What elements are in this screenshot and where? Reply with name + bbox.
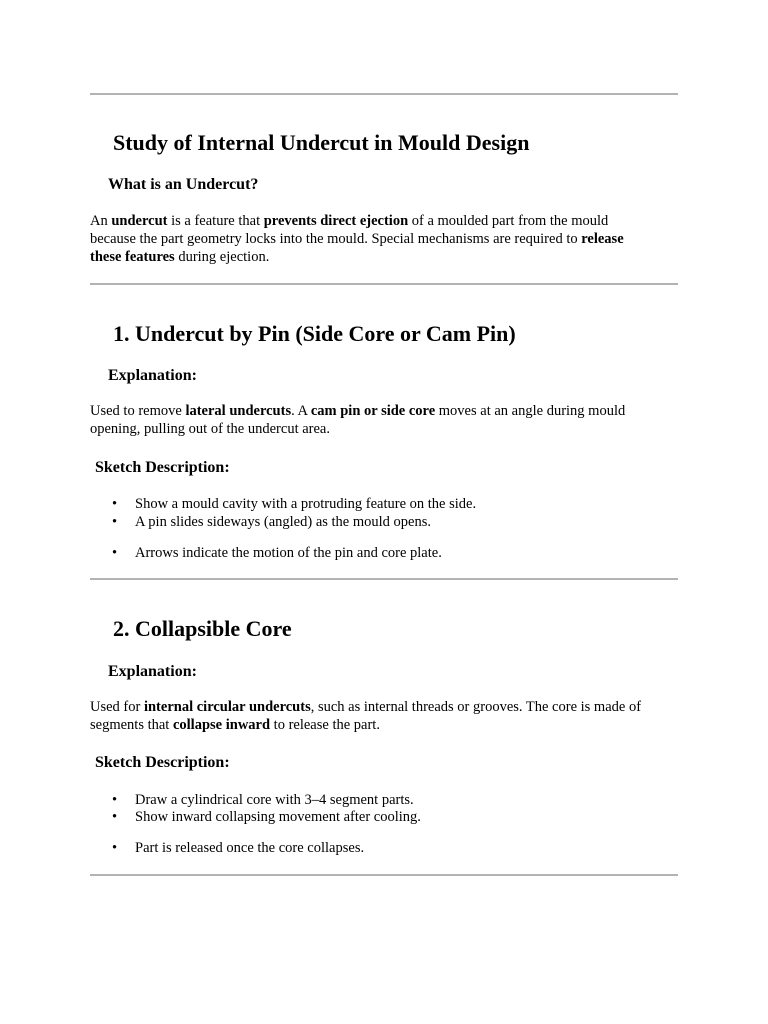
list-item-text: Part is released once the core collapses. [135,840,365,856]
section-1-title: 1. Undercut by Pin (Side Core or Cam Pin) [113,321,516,346]
bold-term: lateral undercuts [185,403,292,419]
list-item-text: Show a mould cavity with a protruding feature on the side. [135,496,477,512]
section-2-explanation-heading: Explanation: [108,663,197,680]
horizontal-rule [90,93,678,95]
list-item-text: Arrows indicate the motion of the pin and core plate. [135,545,442,561]
bullet-icon: • [112,809,118,825]
list-item-text: Draw a cylindrical core with 3–4 segment parts. [135,792,414,808]
section-2-sketch-heading: Sketch Description: [95,754,230,771]
section-2-title: 2. Collapsible Core [113,616,292,641]
bold-term: undercut [111,213,168,229]
text-run: segments that [90,717,173,733]
list-item-text: Show inward collapsing movement after cooling. [135,809,421,825]
bold-term: these features [90,249,175,265]
text-run: of a moulded part from the mould [408,213,609,229]
intro-paragraph [90,212,678,266]
intro-line-2 [90,230,678,248]
section-1-explanation [90,402,678,438]
intro-line-1 [90,212,678,230]
text-run: moves at an angle during mould [435,403,626,419]
text-run: , such as internal threads or grooves. The core is made of [310,699,642,715]
list-item-text: A pin slides sideways (angled) as the mould opens. [135,514,431,530]
horizontal-rule [90,578,678,580]
bold-term: cam pin or side core [310,403,436,419]
horizontal-rule [90,283,678,285]
explanation-line-2: opening, pulling out of the undercut area. [90,421,330,437]
bullet-icon: • [112,545,118,561]
explanation-line-1 [90,698,678,716]
bullet-icon: • [112,514,118,530]
bold-term: internal circular undercuts [143,699,311,715]
intro-heading: What is an Undercut? [108,176,259,193]
document-title: Study of Internal Undercut in Mould Design [113,130,530,155]
bullet-icon: • [112,496,118,512]
text-run: Used for [90,699,144,715]
document-page [90,0,678,1024]
text-run: An [90,213,112,229]
bold-term: release [581,231,624,247]
horizontal-rule [90,874,678,876]
text-run: Used to remove [90,403,186,419]
section-1-sketch-heading: Sketch Description: [95,459,230,476]
text-run: during ejection. [174,249,270,265]
explanation-line-2 [90,716,678,734]
bold-term: collapse inward [172,717,271,733]
text-run: to release the part. [270,717,380,733]
intro-line-3 [90,248,678,266]
text-run: . A [291,403,311,419]
explanation-line-1 [90,402,678,420]
bullet-icon: • [112,840,118,856]
section-1-explanation-heading: Explanation: [108,367,197,384]
text-run: because the part geometry locks into the mould. Special mechanisms are required to [90,231,582,247]
bold-term: prevents direct ejection [263,213,409,229]
text-run: is a feature that [167,213,264,229]
bullet-icon: • [112,792,118,808]
section-2-explanation [90,698,678,734]
